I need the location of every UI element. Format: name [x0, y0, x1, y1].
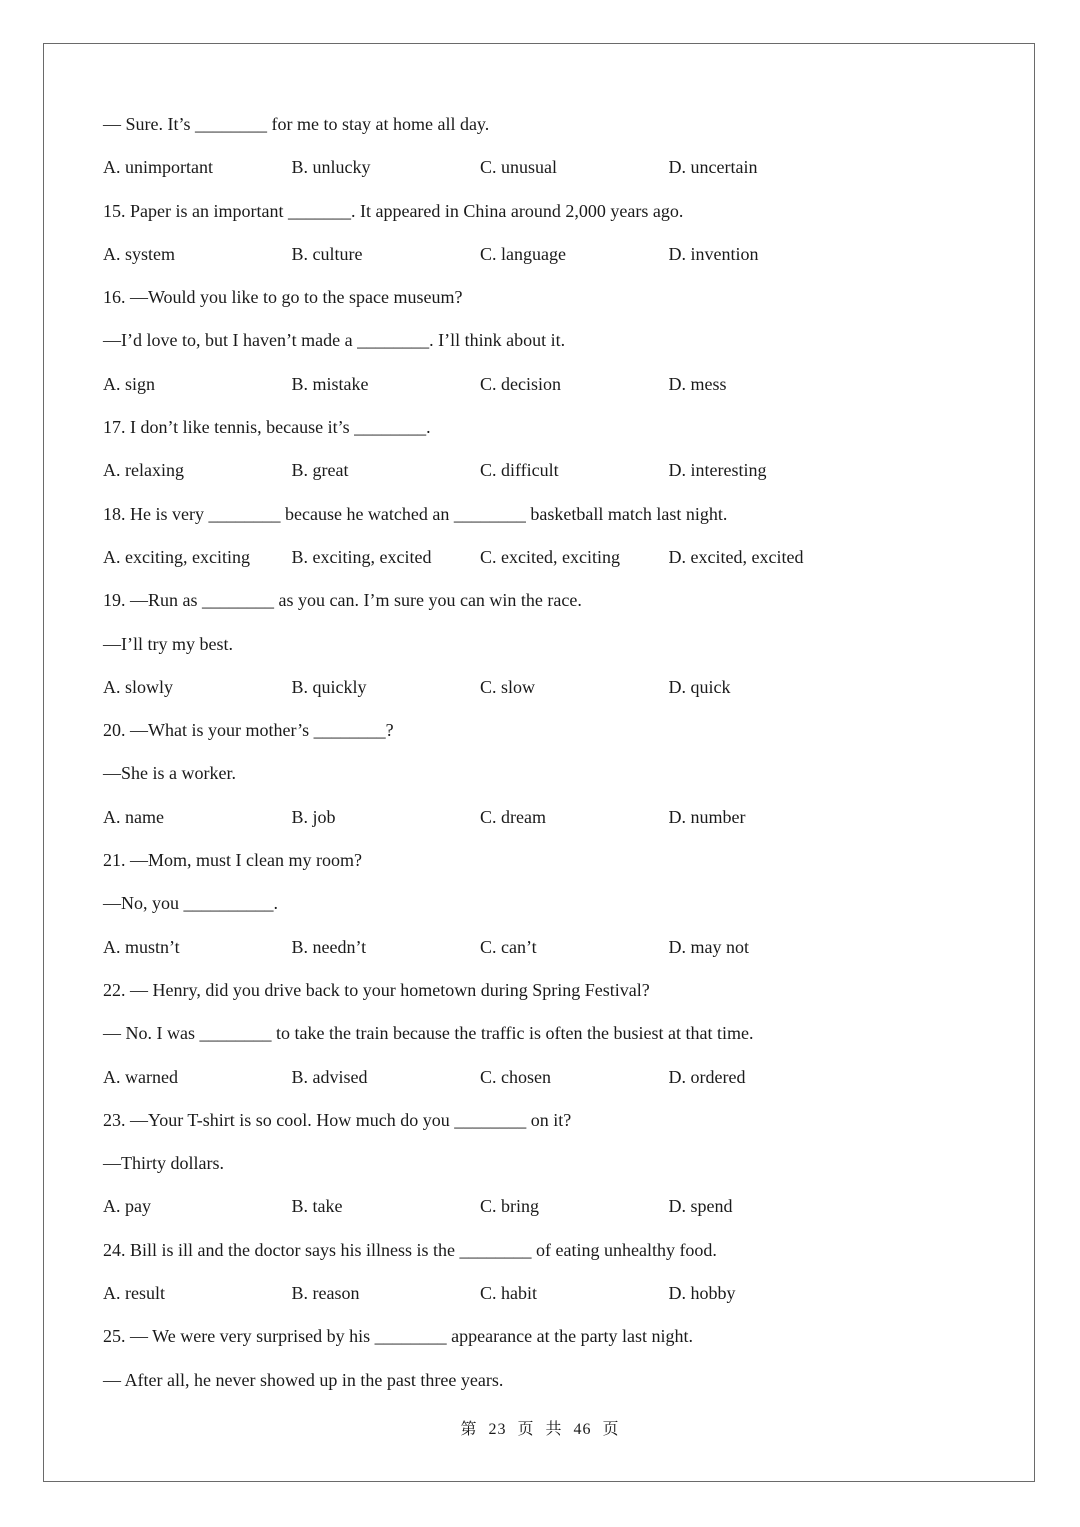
answer-options — [103, 363, 983, 406]
answer-options — [103, 146, 983, 189]
question-20: 20. —What is your mother’s ________? — [103, 720, 394, 741]
option-c: C. habit — [480, 1283, 537, 1304]
option-b: B. needn’t — [291, 936, 367, 957]
question-line: — Sure. It’s ________ for me to stay at home all day. — [103, 114, 490, 134]
option-a: A. unimportant — [103, 157, 213, 178]
question-line: — After all, he never showed up in the past three years. — [103, 1369, 504, 1390]
option-a: A. mustn’t — [103, 936, 180, 957]
option-b: B. great — [291, 460, 349, 481]
option-b: B. advised — [291, 1066, 368, 1087]
question-17: 17. I don’t like tennis, because it’s ________. — [103, 417, 431, 438]
question-line: —She is a worker. — [103, 763, 236, 784]
option-c: C. dream — [480, 806, 546, 827]
option-c: C. difficult — [480, 460, 559, 481]
answer-options — [103, 536, 983, 579]
option-a: A. exciting, exciting — [103, 546, 250, 567]
option-a: A. system — [103, 243, 175, 264]
option-a: A. sign — [103, 373, 156, 394]
option-b: B. exciting, excited — [291, 546, 432, 567]
option-d: D. ordered — [668, 1066, 746, 1087]
option-d: D. may not — [668, 936, 749, 957]
question-line: — No. I was ________ to take the train because the traffic is often the busiest at that time. — [103, 1023, 754, 1044]
option-a: A. name — [103, 806, 164, 827]
option-b: B. take — [291, 1196, 343, 1217]
question-19: 19. —Run as ________ as you can. I’m sure you can win the race. — [103, 590, 582, 611]
option-a: A. relaxing — [103, 460, 184, 481]
option-c: C. unusual — [480, 157, 558, 178]
question-21: 21. —Mom, must I clean my room? — [103, 850, 362, 871]
option-b: B. culture — [291, 243, 363, 264]
answer-options — [103, 233, 983, 276]
option-d: D. uncertain — [668, 157, 758, 178]
answer-options — [103, 449, 983, 492]
option-d: D. mess — [668, 373, 727, 394]
option-a: A. warned — [103, 1066, 178, 1087]
question-23: 23. —Your T-shirt is so cool. How much do you ________ on it? — [103, 1109, 572, 1130]
question-line: —Thirty dollars. — [103, 1153, 224, 1174]
option-b: B. unlucky — [291, 157, 371, 178]
option-c: C. language — [480, 243, 566, 264]
answer-options — [103, 1056, 983, 1099]
option-c: C. can’t — [480, 936, 537, 957]
option-d: D. spend — [668, 1196, 733, 1217]
answer-options — [103, 666, 983, 709]
option-d: D. hobby — [668, 1283, 736, 1304]
option-c: C. excited, exciting — [480, 546, 620, 567]
question-line: —No, you __________. — [103, 893, 278, 914]
question-15: 15. Paper is an important _______. It appeared in China around 2,000 years ago. — [103, 200, 684, 221]
option-c: C. chosen — [480, 1066, 551, 1087]
option-d: D. invention — [668, 243, 759, 264]
option-c: C. bring — [480, 1196, 540, 1217]
option-c: C. decision — [480, 373, 561, 394]
option-a: A. slowly — [103, 676, 174, 697]
question-16: 16. —Would you like to go to the space museum? — [103, 287, 463, 308]
question-24: 24. Bill is ill and the doctor says his illness is the ________ of eating unhealthy food. — [103, 1239, 717, 1260]
answer-options — [103, 1272, 983, 1315]
option-a: A. pay — [103, 1196, 151, 1217]
option-d: D. interesting — [668, 460, 767, 481]
option-c: C. slow — [480, 676, 536, 697]
question-18: 18. He is very ________ because he watched an ________ basketball match last night. — [103, 503, 728, 524]
answer-options — [103, 1185, 983, 1228]
answer-options — [103, 796, 983, 839]
option-b: B. mistake — [291, 373, 369, 394]
option-b: B. reason — [291, 1283, 360, 1304]
option-d: D. number — [668, 806, 746, 827]
answer-options — [103, 926, 983, 969]
question-content — [103, 103, 983, 1402]
option-b: B. quickly — [291, 676, 367, 697]
option-a: A. result — [103, 1283, 165, 1304]
question-22: 22. — Henry, did you drive back to your hometown during Spring Festival? — [103, 979, 650, 1000]
question-line: —I’d love to, but I haven’t made a ________. I’ll think about it. — [103, 330, 566, 351]
question-25: 25. — We were very surprised by his ________ appearance at the party last night. — [103, 1326, 694, 1347]
question-line: —I’ll try my best. — [103, 633, 233, 654]
option-d: D. quick — [668, 676, 731, 697]
option-b: B. job — [291, 806, 336, 827]
option-d: D. excited, excited — [668, 546, 804, 567]
page-number-footer: 第 23 页 共 46 页 — [460, 1421, 620, 1438]
